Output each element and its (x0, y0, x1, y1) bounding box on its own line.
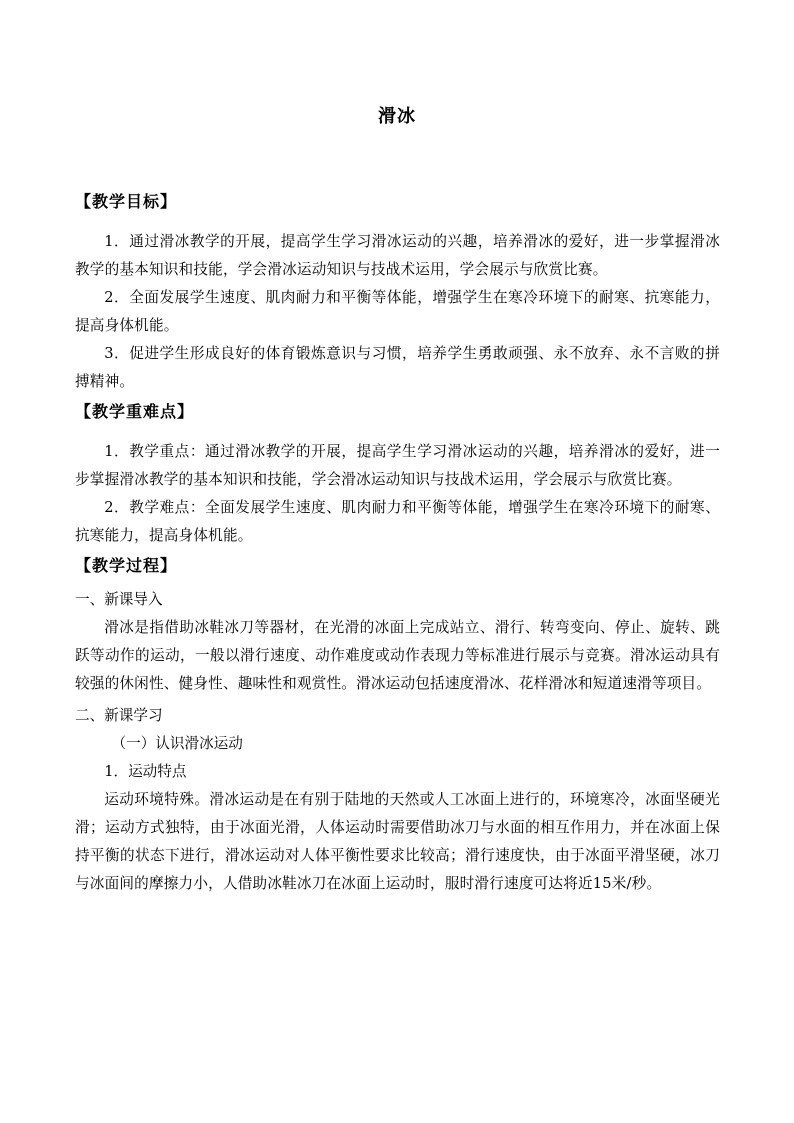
key-point-item-1: 1．教学重点：通过滑冰教学的开展，提高学生学习滑冰运动的兴趣，培养滑冰的爱好，进一步掌握滑冰教学的基本知识和技能，学会滑冰运动知识与技战术运用，学会展示与欣赏比赛。 (75, 443, 720, 488)
goal-item-1: 1．通过滑冰教学的开展，提高学生学习滑冰运动的兴趣，培养滑冰的爱好，进一步掌握滑冰教学的基本知识和技能，学会滑冰运动知识与技战术运用，学会展示与欣赏比赛。 (75, 233, 720, 278)
document-title: 滑冰 (378, 106, 416, 127)
goals-heading: 【教学目标】 (75, 192, 178, 211)
section-1-title: 一、新课导入 (75, 591, 163, 608)
goal-item-3: 3．促进学生形成良好的体育锻炼意识与习惯，培养学生勇敢顽强、永不放弃、永不言败的拼搏精神。 (75, 345, 720, 390)
key-point-item-2: 2．教学难点：全面发展学生速度、肌肉耐力和平衡等体能，增强学生在寒冷环境下的耐寒、抗寒能力，提高身体机能。 (75, 499, 720, 544)
document-body (75, 186, 720, 898)
subsection-1-title: （一）认识滑冰运动 (111, 735, 243, 752)
goal-item-2: 2．全面发展学生速度、肌肉耐力和平衡等体能，增强学生在寒冷环境下的耐寒、抗寒能力，提高身体机能。 (75, 289, 720, 334)
key-points-heading: 【教学重难点】 (75, 402, 195, 421)
section-1-text: 滑冰是指借助冰鞋冰刀等器材，在光滑的冰面上完成站立、滑行、转弯变向、停止、旋转、跳跃等动作的运动，一般以滑行速度、动作难度或动作表现力等标准进行展示与竞赛。滑冰运动具有较强的休闲性、健身性、趣味性和观赏性。滑冰运动包括速度滑冰、花样滑冰和短道速滑等项目。 (75, 619, 720, 692)
process-heading: 【教学过程】 (75, 556, 178, 575)
subsection-1-1-title: 1．运动特点 (104, 763, 187, 780)
subsection-1-1-text: 运动环境特殊。滑冰运动是在有别于陆地的天然或人工冰面上进行的，环境寒冷，冰面坚硬光滑；运动方式独特，由于冰面光滑，人体运动时需要借助冰刀与水面的相互作用力，并在冰面上保持平衡的状态下进行，滑冰运动对人体平衡性要求比较高；滑行速度快，由于冰面平滑坚硬，冰刀与冰面间的摩擦力小，人借助冰鞋冰刀在冰面上运动时，服时滑行速度可达将近15米/秒。 (75, 791, 720, 892)
section-2-title: 二、新课学习 (75, 707, 163, 724)
